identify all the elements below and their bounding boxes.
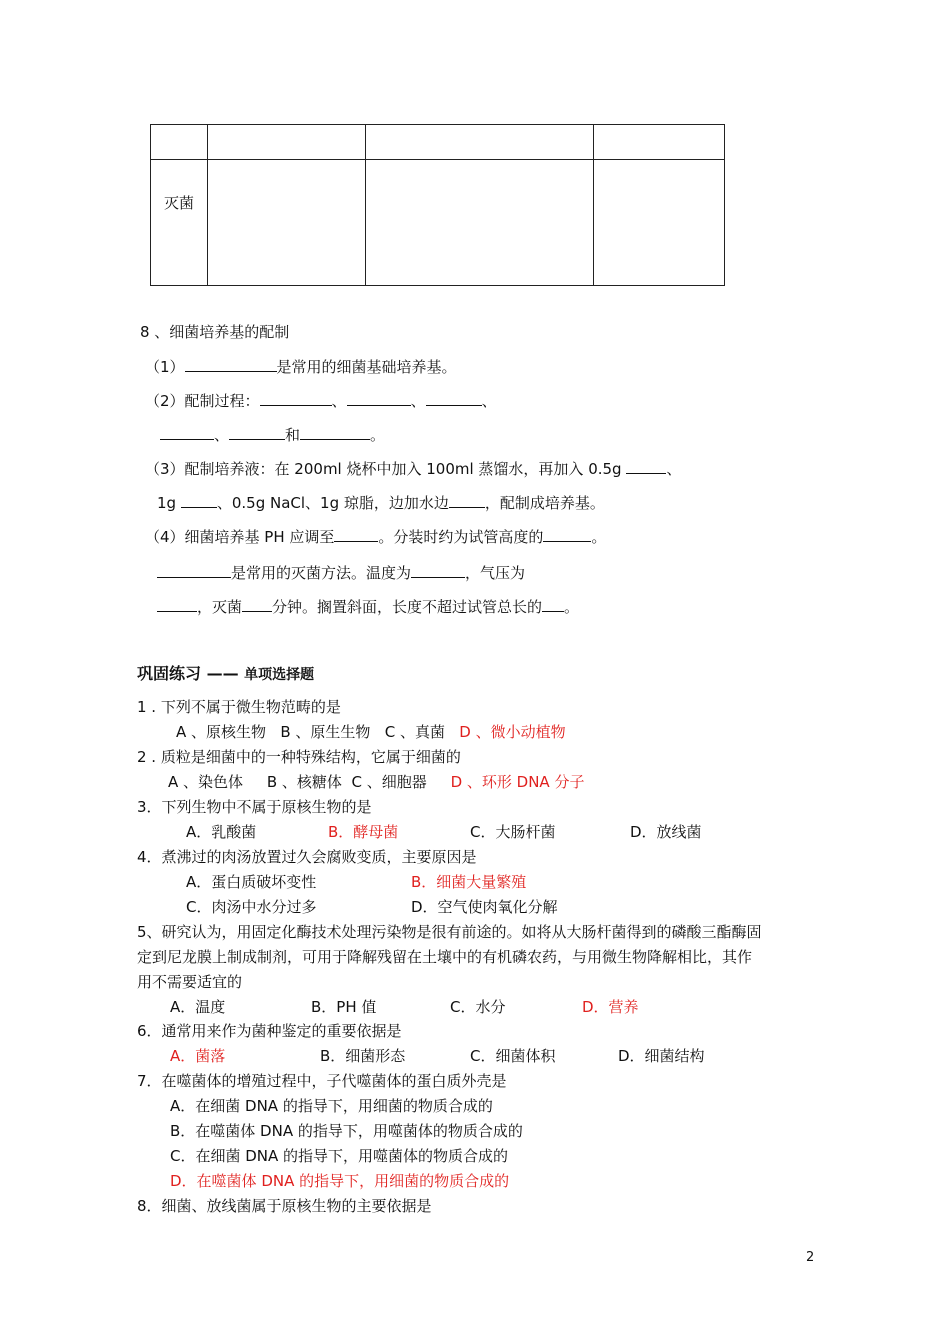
option-c: C 、真菌 (384, 723, 445, 741)
option-d: D．细菌结构 (618, 1047, 705, 1065)
text: 。 (370, 426, 386, 444)
option-b-answer: B．细菌大量繁殖 (411, 873, 527, 891)
blank (411, 562, 465, 578)
option-a: A．乳酸菌 (186, 823, 257, 841)
option-c: C．水分 (450, 998, 506, 1016)
option-a-answer: A．菌落 (170, 1047, 226, 1065)
question-5-line-1: 5、研究认为，用固定化酶技术处理污染物是很有前途的。如将从大肠杆菌得到的磷酸三酯酶固 (137, 923, 762, 941)
question-5-line-3: 用不需要适宜的 (137, 973, 243, 991)
text: 是常用的灭菌方法。温度为 (231, 564, 412, 582)
heading-text: 巩固练习 (137, 664, 202, 683)
blank (181, 492, 217, 508)
text: （3）配制培养液：在 200ml 烧杯中加入 100ml 蒸馏水，再加入 0.5g (145, 460, 622, 478)
table-cell (151, 125, 208, 160)
blank (157, 562, 231, 578)
option-a: A 、染色体 (168, 773, 244, 791)
question-2-options (168, 772, 584, 792)
option-d: D．放线菌 (630, 823, 702, 841)
text: 。 (564, 598, 580, 616)
blank (229, 424, 285, 440)
text: 是常用的细菌基础培养基。 (276, 358, 457, 376)
text: 。 (591, 528, 607, 546)
text: 、 (666, 460, 682, 478)
table-cell (366, 125, 594, 160)
question-3: 3．下列生物中不属于原核生物的是 (137, 798, 372, 816)
blank (185, 356, 277, 372)
question-5-line-2: 定到尼龙膜上制成制剂，可用于降解残留在土壤中的有机磷农药，与用微生物降解相比，其作 (137, 948, 753, 966)
question-8: 8．细菌、放线菌属于原核生物的主要依据是 (137, 1197, 432, 1215)
section-8-line-1 (145, 356, 457, 377)
text: ，配制成培养基。 (484, 494, 605, 512)
table-cell (594, 125, 725, 160)
blank (542, 596, 564, 612)
table-cell (208, 125, 366, 160)
section-8-line-3 (160, 424, 385, 445)
section-8-line-7 (157, 562, 525, 583)
question-6: 6．通常用来作为菌种鉴定的重要依据是 (137, 1022, 402, 1040)
blank (157, 596, 197, 612)
text: （1） (145, 358, 185, 376)
question-7: 7．在噬菌体的增殖过程中，子代噬菌体的蛋白质外壳是 (137, 1072, 507, 1090)
option-b: B 、核糖体 (266, 773, 342, 791)
text: 、 (214, 426, 230, 444)
section-8-line-2 (145, 390, 497, 411)
heading-subtitle: 单项选择题 (244, 667, 315, 683)
blank (260, 390, 332, 406)
text: （4）细菌培养基 PH 应调至 (145, 528, 335, 546)
table-cell (208, 160, 366, 286)
sterilization-table (150, 124, 725, 286)
table-cell (594, 160, 725, 286)
table-row-label: 灭菌 (151, 160, 208, 286)
page-number: 2 (806, 1250, 815, 1265)
option-a: A．在细菌 DNA 的指导下，用细菌的物质合成的 (170, 1097, 493, 1115)
section-8-line-4 (145, 458, 681, 479)
text: 、 (331, 392, 347, 410)
blank (334, 526, 378, 542)
blank (543, 526, 591, 542)
option-d-answer: D 、环形 DNA 分子 (450, 773, 585, 791)
text: 。分装时约为试管高度的 (378, 528, 544, 546)
option-b-answer: B．酵母菌 (328, 823, 399, 841)
blank (347, 390, 411, 406)
text: 1g (157, 494, 177, 512)
option-c: C 、细胞器 (351, 773, 427, 791)
option-c: C．在细菌 DNA 的指导下，用噬菌体的物质合成的 (170, 1147, 509, 1165)
text: 和 (285, 426, 301, 444)
option-b: B．PH 值 (311, 998, 377, 1016)
option-b: B．细菌形态 (320, 1047, 406, 1065)
practice-heading (137, 664, 314, 685)
option-a: A．蛋白质破坏变性 (186, 873, 317, 891)
section-8-title: 8 、细菌培养基的配制 (140, 323, 290, 341)
heading-dash: —— (206, 664, 239, 683)
option-b: B．在噬菌体 DNA 的指导下，用噬菌体的物质合成的 (170, 1122, 523, 1140)
blank (449, 492, 485, 508)
blank (626, 458, 666, 474)
blank (300, 424, 370, 440)
text: 、 (481, 392, 497, 410)
option-a: A 、原核生物 (176, 723, 267, 741)
question-4: 4．煮沸过的肉汤放置过久会腐败变质，主要原因是 (137, 848, 477, 866)
section-8-line-5 (157, 492, 605, 513)
option-a: A．温度 (170, 998, 226, 1016)
section-8-line-8 (157, 596, 579, 617)
text: 分钟。搁置斜面，长度不超过试管总长的 (272, 598, 543, 616)
option-d-answer: D．营养 (582, 998, 639, 1016)
text: 、0.5g NaCl、1g 琼脂，边加水边 (216, 494, 449, 512)
question-2: 2 . 质粒是细菌中的一种特殊结构，它属于细菌的 (137, 748, 461, 766)
option-d-answer: D 、微小动植物 (459, 723, 566, 741)
blank (242, 596, 272, 612)
blank (426, 390, 482, 406)
text: （2）配制过程： (145, 392, 260, 410)
text: ，灭菌 (197, 598, 243, 616)
text: ，气压为 (465, 564, 526, 582)
option-d-answer: D．在噬菌体 DNA 的指导下，用细菌的物质合成的 (170, 1172, 510, 1190)
option-c: C．大肠杆菌 (470, 823, 556, 841)
option-b: B 、原生生物 (280, 723, 371, 741)
blank (160, 424, 214, 440)
option-c: C．肉汤中水分过多 (186, 898, 317, 916)
question-1: 1 . 下列不属于微生物范畴的是 (137, 698, 341, 716)
question-1-options (176, 722, 566, 742)
table-cell (366, 160, 594, 286)
option-d: D．空气使肉氧化分解 (411, 898, 558, 916)
option-c: C．细菌体积 (470, 1047, 556, 1065)
section-8-line-6 (145, 526, 606, 547)
text: 、 (410, 392, 426, 410)
